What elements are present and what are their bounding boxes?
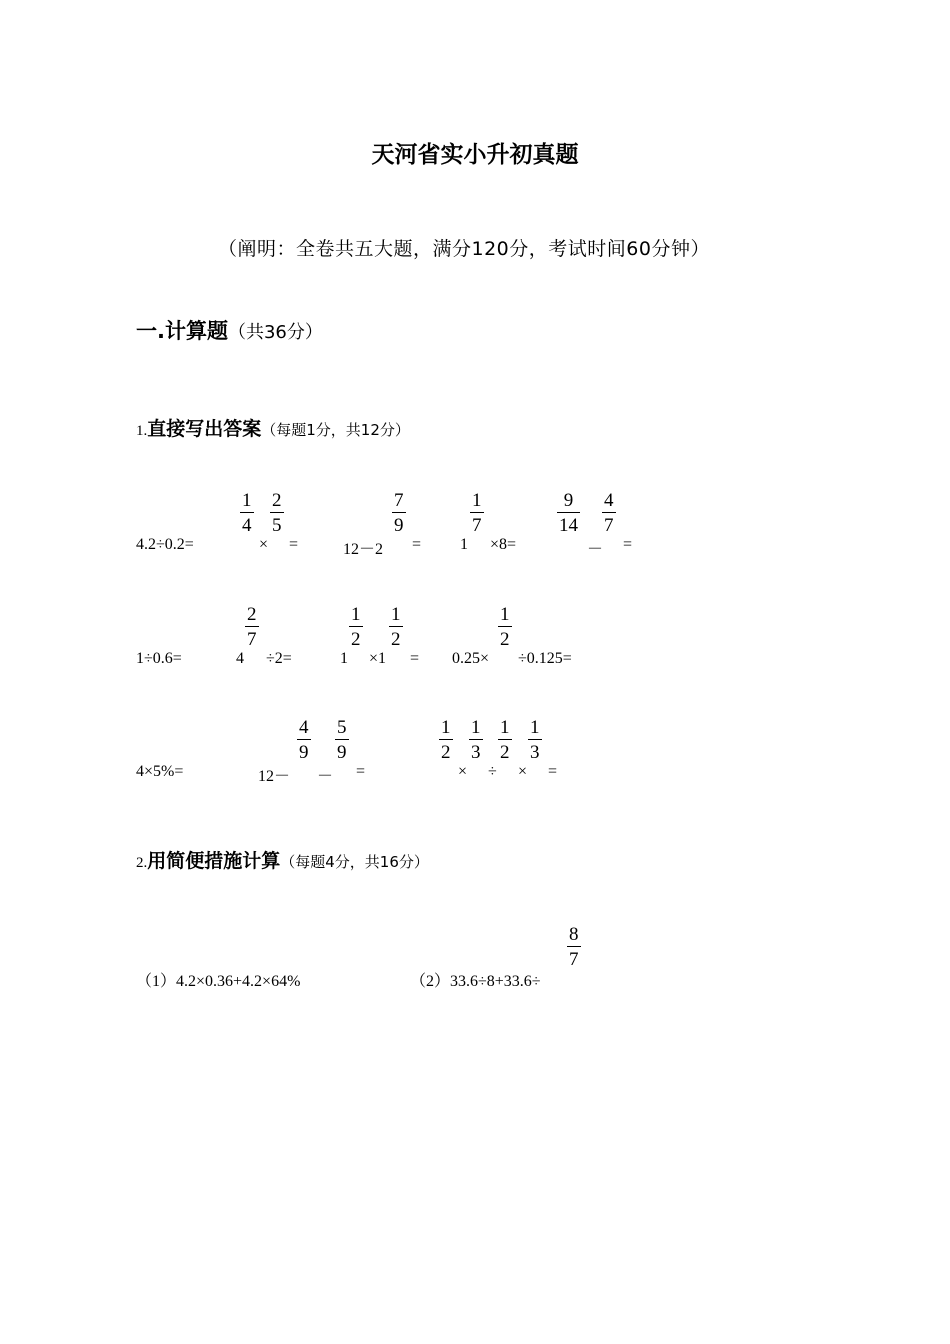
section-title: 一.计算题 bbox=[136, 319, 228, 343]
row2-q3-fraction-a bbox=[349, 605, 363, 649]
row3-q2-operator: － bbox=[317, 768, 334, 785]
row3-q3-operator-2: ÷ bbox=[488, 763, 497, 780]
part2-q2: （2）33.6÷8+33.6÷ bbox=[410, 973, 541, 990]
row2-q4-fraction bbox=[498, 605, 512, 649]
row1-q4-prefix: 1 bbox=[460, 536, 468, 553]
row3-q3-fraction-b bbox=[469, 718, 483, 762]
row2-q2-suffix: ÷2= bbox=[266, 650, 292, 667]
row3-q2-equals: = bbox=[356, 763, 366, 780]
part2-title: 用简便措施计算 bbox=[147, 850, 281, 872]
part2-q2-fraction bbox=[567, 925, 581, 969]
fraction-bar bbox=[439, 739, 453, 740]
numerator: 9 bbox=[563, 490, 574, 511]
fraction-bar bbox=[392, 512, 406, 513]
fraction-bar bbox=[335, 739, 349, 740]
numerator: 2 bbox=[272, 490, 282, 511]
denominator: 5 bbox=[272, 515, 282, 536]
row1-q2-operator: × bbox=[259, 536, 269, 553]
fraction-bar bbox=[528, 739, 542, 740]
numerator: 1 bbox=[351, 604, 361, 625]
fraction-bar bbox=[297, 739, 311, 740]
row3-q3-operator-1: × bbox=[458, 763, 468, 780]
fraction-bar bbox=[557, 512, 580, 513]
row1-q5-fraction-b bbox=[602, 491, 616, 535]
denominator: 3 bbox=[530, 742, 540, 763]
page-title: 天河省实小升初真题 bbox=[371, 142, 579, 168]
denominator: 9 bbox=[299, 742, 309, 763]
row1-q3-prefix: 12－2 bbox=[343, 541, 384, 558]
row2-q2-fraction bbox=[245, 605, 259, 649]
numerator: 4 bbox=[604, 490, 614, 511]
part2-q1: （1）4.2×0.36+4.2×64% bbox=[136, 973, 301, 990]
fraction-bar bbox=[245, 626, 259, 627]
row2-q3-equals: = bbox=[410, 650, 420, 667]
fraction-bar bbox=[349, 626, 363, 627]
row2-q3-middle: ×1 bbox=[369, 650, 387, 667]
denominator: 2 bbox=[500, 629, 510, 650]
row3-q2-fraction-a bbox=[297, 718, 311, 762]
fraction-bar bbox=[498, 739, 512, 740]
row1-q4-suffix: ×8= bbox=[490, 536, 517, 553]
fraction-bar bbox=[469, 739, 483, 740]
part1-heading bbox=[136, 414, 410, 441]
part2-heading bbox=[136, 846, 429, 873]
denominator: 9 bbox=[337, 742, 347, 763]
part1-title: 直接写出答案 bbox=[147, 418, 262, 440]
row1-q5-operator: － bbox=[587, 541, 604, 558]
row1-q5-equals: = bbox=[623, 536, 633, 553]
row3-q3-fraction-a bbox=[439, 718, 453, 762]
denominator: 2 bbox=[500, 742, 510, 763]
row3-q3-operator-3: × bbox=[518, 763, 528, 780]
row1-q1: 4.2÷0.2= bbox=[136, 536, 194, 553]
numerator: 1 bbox=[242, 490, 252, 511]
denominator: 7 bbox=[472, 515, 482, 536]
fraction-bar bbox=[498, 626, 512, 627]
denominator: 2 bbox=[441, 742, 451, 763]
denominator: 14 bbox=[559, 515, 578, 536]
row2-q4-suffix: ÷0.125= bbox=[518, 650, 572, 667]
denominator: 2 bbox=[351, 629, 361, 650]
row2-q3-prefix: 1 bbox=[340, 650, 348, 667]
numerator: 5 bbox=[337, 717, 347, 738]
row2-q4-prefix: 0.25× bbox=[452, 650, 490, 667]
denominator: 7 bbox=[604, 515, 614, 536]
row1-q5-fraction-a bbox=[557, 491, 580, 535]
row1-q2-fraction-b bbox=[270, 491, 284, 535]
fraction-bar bbox=[389, 626, 403, 627]
row2-q1: 1÷0.6= bbox=[136, 650, 182, 667]
numerator: 8 bbox=[569, 924, 579, 945]
section-heading bbox=[136, 315, 323, 345]
row1-q2-fraction-a bbox=[240, 491, 254, 535]
exam-note: （阐明：全卷共五大题，满分120分，考试时间60分钟） bbox=[218, 238, 710, 260]
row3-q1: 4×5%= bbox=[136, 763, 184, 780]
denominator: 2 bbox=[391, 629, 401, 650]
fraction-bar bbox=[270, 512, 284, 513]
row1-q3-equals: = bbox=[412, 536, 422, 553]
row3-q2-fraction-b bbox=[335, 718, 349, 762]
numerator: 1 bbox=[441, 717, 451, 738]
numerator: 1 bbox=[530, 717, 540, 738]
numerator: 7 bbox=[394, 490, 404, 511]
row1-q3-fraction bbox=[392, 491, 406, 535]
row3-q3-fraction-d bbox=[528, 718, 542, 762]
row2-q2-prefix: 4 bbox=[236, 650, 244, 667]
part1-number: 1. bbox=[136, 423, 148, 439]
row3-q2-prefix: 12－ bbox=[258, 768, 291, 785]
numerator: 1 bbox=[391, 604, 401, 625]
denominator: 7 bbox=[247, 629, 257, 650]
fraction-bar bbox=[567, 946, 581, 947]
row1-q4-fraction bbox=[470, 491, 484, 535]
denominator: 4 bbox=[242, 515, 252, 536]
numerator: 1 bbox=[472, 490, 482, 511]
numerator: 4 bbox=[299, 717, 309, 738]
denominator: 3 bbox=[471, 742, 481, 763]
numerator: 1 bbox=[471, 717, 481, 738]
denominator: 9 bbox=[394, 515, 404, 536]
fraction-bar bbox=[602, 512, 616, 513]
fraction-bar bbox=[470, 512, 484, 513]
section-score: （共36分） bbox=[227, 322, 323, 343]
row1-q2-equals: = bbox=[289, 536, 299, 553]
part2-score: （每题4分，共16分） bbox=[280, 853, 429, 871]
fraction-bar bbox=[240, 512, 254, 513]
part1-score: （每题1分，共12分） bbox=[261, 421, 410, 439]
row3-q3-fraction-c bbox=[498, 718, 512, 762]
numerator: 2 bbox=[247, 604, 257, 625]
denominator: 7 bbox=[569, 949, 579, 970]
row3-q3-equals: = bbox=[548, 763, 558, 780]
numerator: 1 bbox=[500, 604, 510, 625]
part2-number: 2. bbox=[136, 855, 148, 871]
row2-q3-fraction-b bbox=[389, 605, 403, 649]
numerator: 1 bbox=[500, 717, 510, 738]
